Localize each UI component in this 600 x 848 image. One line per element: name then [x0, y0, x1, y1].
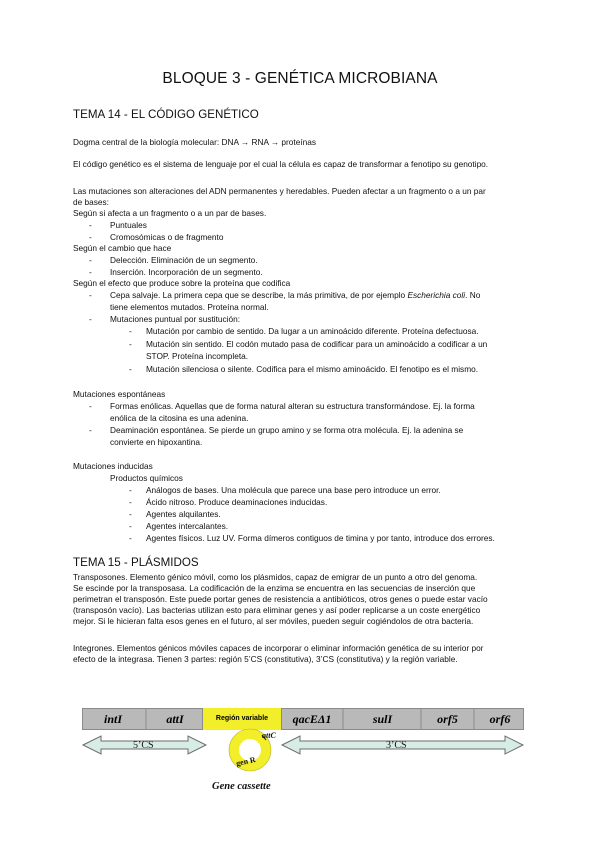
- gene-sulI: sulI: [372, 712, 393, 726]
- bullet-dash: -: [89, 290, 92, 300]
- mutation-intro-line1: Las mutaciones son alteraciones del ADN permanentes y heredables. Pueden afectar a un fragmento o a un par: [73, 186, 486, 196]
- cs3-label: 3’CS: [386, 740, 407, 751]
- bullet-dash: -: [129, 339, 132, 349]
- criterion-1: Según si afecta a un fragmento o a un par de bases.: [73, 208, 267, 218]
- heading-tema14: TEMA 14 - EL CÓDIGO GENÉTICO: [73, 108, 259, 121]
- item-insercion: Inserción. Incorporación de un segmento.: [110, 267, 263, 277]
- bullet-dash: -: [89, 255, 92, 265]
- codigo-text: El código genético es el sistema de lenguaje por el cual la célula es capaz de transformar a fenotipo su genotipo.: [73, 159, 489, 169]
- bullet-dash: -: [89, 401, 92, 411]
- item-silenciosa: Mutación silenciosa o silente. Codifica para el mismo aminoácido. El fenotipo es el mismo.: [146, 364, 479, 374]
- item-cromosomicas: Cromosómicas o de fragmento: [110, 232, 224, 242]
- item-enolicas-line1: Formas enólicas. Aquellas que de forma natural alteran su estructura transformándose. Ej. la forma: [110, 401, 475, 411]
- document-title: BLOQUE 3 - GENÉTICA MICROBIANA: [162, 70, 438, 87]
- item-acido-nitroso: Ácido nitroso. Produce deaminaciones inducidas.: [146, 497, 328, 507]
- item-delecion: Delección. Eliminación de un segmento.: [110, 255, 258, 265]
- bullet-dash: -: [89, 220, 92, 230]
- transposones-line: Se escinde por la transposasa. La codificación de la enzima se encuentra en las secuencias de inserción que: [73, 583, 476, 593]
- bullet-dash: -: [129, 326, 132, 336]
- gene-qacEdelta1: qacEΔ1: [292, 712, 332, 726]
- item-cepa-line2: tiene elementos mutados. Proteína normal.: [110, 302, 269, 312]
- gene-intI: intI: [103, 712, 122, 726]
- cepa-text-end: . No: [465, 290, 481, 300]
- bullet-dash: -: [129, 533, 132, 543]
- induced-heading: Mutaciones inducidas: [73, 461, 153, 471]
- genr-label: gen R: [235, 755, 257, 768]
- bullet-dash: -: [89, 314, 92, 324]
- item-deaminacion-line1: Deaminación espontánea. Se pierde un grupo amino y se forma otra molécula. Ej. la adenina se: [110, 425, 464, 435]
- bullet-dash: -: [89, 232, 92, 242]
- item-mutacion-puntual: Mutaciones puntual por sustitución:: [110, 314, 241, 324]
- cepa-text: Cepa salvaje. La primera cepa que se describe, la más primitiva, de por ejemplo: [110, 290, 406, 300]
- item-analogos: Análogos de bases. Una molécula que parece una base pero introduce un error.: [146, 485, 441, 495]
- item-deaminacion-line2: convierte en hipoxantina.: [110, 437, 203, 447]
- bullet-dash: -: [89, 267, 92, 277]
- transposones-line: mejor. Si le hicieran falta esos genes en el futuro, al ser móviles, pueden seguir cogiéndolos de otra bacteria.: [73, 616, 474, 626]
- transposones-line: (transposón vacío). Las bacterias utilizan esto para eliminar genes y así poder replicarse a un coste energético: [73, 605, 481, 615]
- item-enolicas-line2: enólica de la citosina es una adenina.: [110, 413, 249, 423]
- item-intercalantes: Agentes intercalantes.: [146, 521, 229, 531]
- item-cambio-sentido: Mutación por cambio de sentido. Da lugar a un aminoácido diferente. Proteína defectuosa.: [146, 326, 479, 336]
- gene-orf6: orf6: [489, 712, 511, 726]
- gene-orf5: orf5: [437, 712, 458, 726]
- species-name: Escherichia coli: [407, 290, 466, 300]
- gene-attI: attI: [166, 712, 184, 726]
- item-puntuales: Puntuales: [110, 220, 147, 230]
- item-sin-sentido-line2: STOP. Proteína incompleta.: [146, 351, 249, 361]
- integrones-line: Integrones. Elementos génicos móviles capaces de incorporar o eliminar información genética de su interior por: [73, 643, 484, 653]
- gene-cassette-caption: Gene cassette: [212, 781, 271, 792]
- transposones-line: perimetran el transposón. Este puede portar genes de resistencia a antibióticos, otros genes o puede estar vacío: [73, 594, 488, 604]
- cs5-label: 5’CS: [133, 740, 154, 751]
- dogma-text: Dogma central de la biología molecular: DNA → RNA → proteínas: [73, 137, 317, 147]
- attc-label: attC: [262, 731, 276, 740]
- chemical-products: Productos químicos: [110, 473, 183, 483]
- gene-separators: [146, 709, 474, 729]
- bullet-dash: -: [129, 521, 132, 531]
- item-alquilantes: Agentes alquilantes.: [146, 509, 221, 519]
- integrones-line: efecto de la integrasa. Tienen 3 partes: región 5’CS (constitutiva), 3’CS (constitutiva) y la región variable.: [73, 654, 458, 664]
- bullet-dash: -: [129, 364, 132, 374]
- criterion-2: Según el cambio que hace: [73, 243, 172, 253]
- item-agentes-fisicos: Agentes físicos. Luz UV. Forma dímeros contiguos de timina y por tanto, introduce dos errores.: [146, 533, 495, 543]
- heading-tema15: TEMA 15 - PLÁSMIDOS: [73, 556, 199, 569]
- bullet-dash: -: [129, 485, 132, 495]
- bullet-dash: -: [129, 509, 132, 519]
- bullet-dash: -: [129, 497, 132, 507]
- criterion-3: Según el efecto que produce sobre la proteína que codifica: [73, 278, 291, 288]
- variable-region: Región variable: [202, 708, 282, 730]
- mutation-intro-line2: de bases:: [73, 197, 109, 207]
- transposones-line: Transposones. Elemento génico móvil, como los plásmidos, capaz de emigrar de un punto a otro del genoma.: [73, 572, 478, 582]
- bullet-dash: -: [89, 425, 92, 435]
- item-sin-sentido-line1: Mutación sin sentido. El codón mutado pasa de codificar para un aminoácido a codificar a un: [146, 339, 488, 349]
- spontaneous-heading: Mutaciones espontáneas: [73, 389, 166, 399]
